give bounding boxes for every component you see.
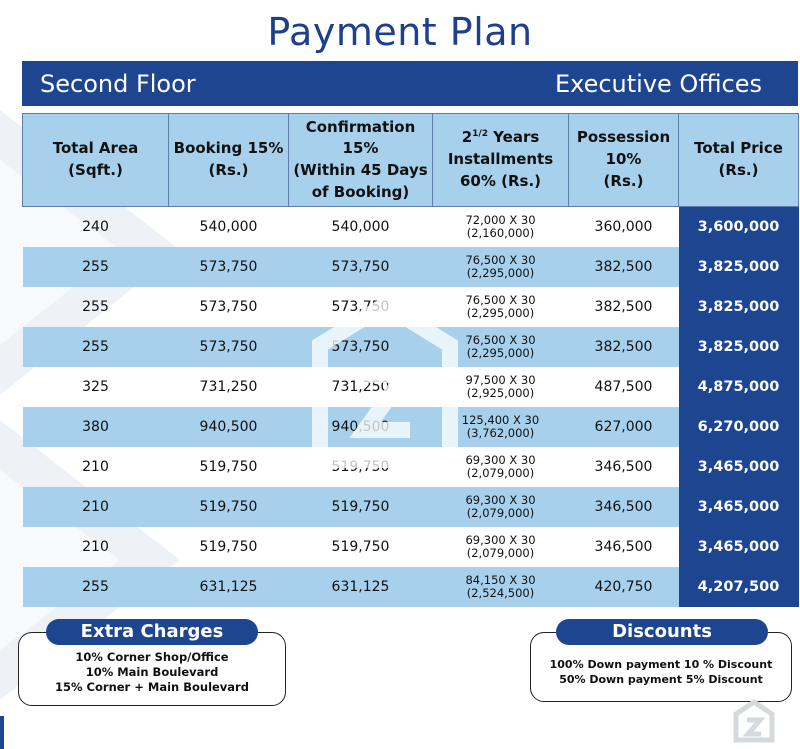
cell-booking: 540,000 — [199, 219, 258, 235]
cell-booking: 631,125 — [169, 567, 289, 607]
table-row — [23, 367, 799, 407]
table-row — [23, 207, 799, 248]
cell-booking: 731,250 — [199, 379, 258, 395]
cell-total: 3,825,000 — [679, 327, 799, 367]
cell-confirmation: 519,750 — [331, 539, 390, 555]
floor-header-bar — [22, 61, 798, 106]
cell-total: 6,270,000 — [679, 407, 799, 447]
floor-label: Second Floor — [40, 69, 196, 98]
cell-possession: 346,500 — [594, 459, 653, 475]
cell-confirmation: 519,750 — [289, 487, 433, 527]
table-row — [23, 287, 799, 327]
cell-area: 210 — [23, 487, 169, 527]
cell-confirmation: 573,750 — [331, 299, 390, 315]
cell-area: 210 — [82, 539, 109, 555]
col-header-area: Total Area (Sqft.) — [23, 114, 169, 207]
col-header-booking: Booking 15% (Rs.) — [169, 114, 289, 207]
cell-area: 210 — [82, 459, 109, 475]
table-row — [23, 247, 799, 287]
cell-possession: 627,000 — [569, 407, 679, 447]
cell-total: 3,600,000 — [679, 207, 799, 248]
cell-total: 4,207,500 — [679, 567, 799, 607]
discounts-list — [530, 657, 792, 687]
cell-confirmation: 573,750 — [289, 327, 433, 367]
discounts-title: Discounts — [556, 619, 768, 645]
table-row — [23, 567, 799, 607]
col-header-confirmation: Confirmation 15% (Within 45 Days of Booking) — [289, 114, 433, 207]
cell-installments: 76,500 X 30 (2,295,000) — [433, 327, 569, 367]
cell-installments: 69,300 X 30 (2,079,000) — [465, 453, 536, 480]
cell-total: 3,825,000 — [679, 247, 799, 287]
table-row — [23, 527, 799, 567]
cell-confirmation: 731,250 — [331, 379, 390, 395]
cell-confirmation: 631,125 — [289, 567, 433, 607]
cell-area: 240 — [82, 219, 109, 235]
cell-confirmation: 540,000 — [331, 219, 390, 235]
cell-booking: 573,750 — [169, 247, 289, 287]
cell-total: 3,825,000 — [679, 287, 799, 327]
list-item: 10% Corner Shop/Office — [75, 650, 229, 664]
cell-installments: 76,500 X 30 (2,295,000) — [465, 293, 536, 320]
cell-possession: 346,500 — [569, 487, 679, 527]
cell-confirmation: 940,500 — [289, 407, 433, 447]
cell-installments: 69,300 X 30 (2,079,000) — [465, 533, 536, 560]
cell-possession: 487,500 — [594, 379, 653, 395]
extra-charges-list — [18, 650, 286, 695]
cell-booking: 519,750 — [199, 459, 258, 475]
corner-accent — [0, 716, 4, 749]
cell-possession: 382,500 — [569, 327, 679, 367]
list-item: 50% Down payment 5% Discount — [559, 673, 763, 686]
cell-installments: 76,500 X 30 (2,295,000) — [433, 247, 569, 287]
cell-area: 255 — [23, 247, 169, 287]
cell-possession: 346,500 — [594, 539, 653, 555]
table-row — [23, 447, 799, 487]
cell-booking: 519,750 — [199, 539, 258, 555]
table-header-row — [23, 114, 799, 207]
cell-total: 3,465,000 — [679, 447, 799, 487]
cell-area: 380 — [23, 407, 169, 447]
cell-total: 4,875,000 — [679, 367, 799, 407]
cell-installments: 125,400 X 30 (3,762,000) — [433, 407, 569, 447]
cell-possession: 420,750 — [569, 567, 679, 607]
cell-possession: 360,000 — [594, 219, 653, 235]
list-item: 10% Main Boulevard — [85, 665, 219, 679]
cell-area: 255 — [23, 567, 169, 607]
cell-booking: 940,500 — [169, 407, 289, 447]
cell-booking: 519,750 — [169, 487, 289, 527]
cell-installments: 84,150 X 30 (2,524,500) — [433, 567, 569, 607]
col-header-installments: $2^{1/2}$ Years Installments 60% (Rs.) — [433, 114, 569, 207]
cell-confirmation: 573,750 — [289, 247, 433, 287]
cell-installments: 97,500 X 30 (2,925,000) — [465, 373, 536, 400]
cell-installments: 72,000 X 30 (2,160,000) — [465, 213, 536, 240]
table-row — [23, 487, 799, 527]
list-item: 100% Down payment 10 % Discount — [549, 658, 773, 671]
list-item: 15% Corner + Main Boulevard — [55, 680, 249, 694]
cell-area: 255 — [23, 327, 169, 367]
cell-booking: 573,750 — [199, 299, 258, 315]
extra-charges-title: Extra Charges — [46, 619, 258, 645]
cell-area: 325 — [82, 379, 109, 395]
payment-plan-table — [22, 113, 799, 607]
col-header-possession: Possession 10% (Rs.) — [569, 114, 679, 207]
page-title: Payment Plan — [267, 10, 533, 54]
table-row — [23, 407, 799, 447]
cell-possession: 382,500 — [594, 299, 653, 315]
cell-area: 255 — [82, 299, 109, 315]
unit-type-label: Executive Offices — [554, 69, 762, 98]
cell-total: 3,465,000 — [679, 527, 799, 567]
cell-possession: 382,500 — [569, 247, 679, 287]
cell-installments: 69,300 X 30 (2,079,000) — [433, 487, 569, 527]
cell-total: 3,465,000 — [679, 487, 799, 527]
col-header-total: Total Price (Rs.) — [679, 114, 799, 207]
cell-booking: 573,750 — [169, 327, 289, 367]
cell-confirmation: 519,750 — [331, 459, 390, 475]
table-row — [23, 327, 799, 367]
